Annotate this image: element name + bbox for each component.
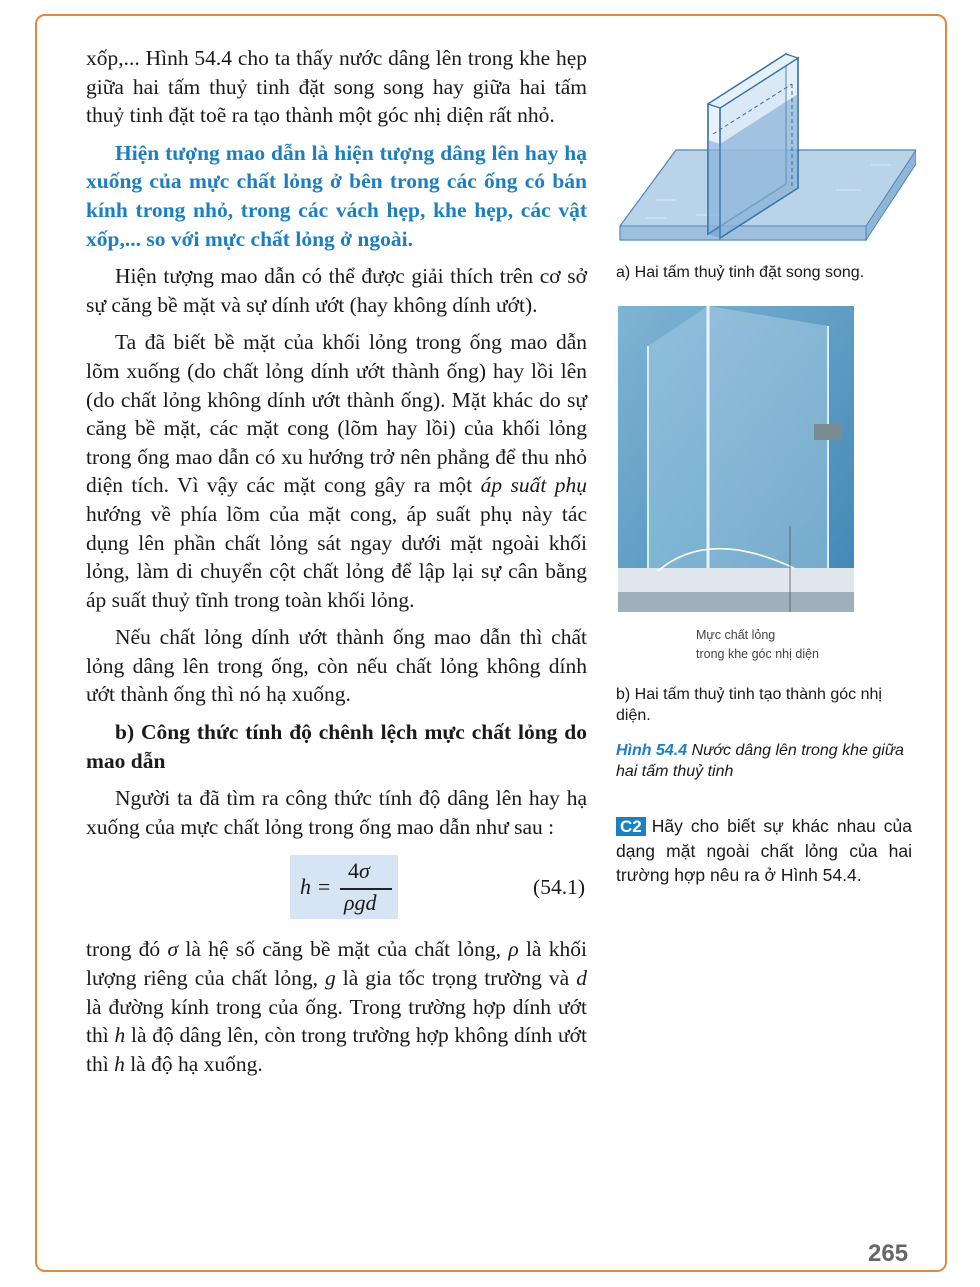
numerator-sigma: σ xyxy=(359,858,370,884)
formula-denominator: ρgd xyxy=(344,890,377,916)
photo-dihedral-plates xyxy=(618,306,854,672)
text-run: là đường kính trong của ống. Trong trường hợp dính ướt thì xyxy=(86,994,587,1048)
term-extra-pressure: áp suất phụ xyxy=(480,473,587,498)
text-run: là hệ số căng bề mặt của chất lỏng, xyxy=(178,937,509,962)
photo-label-line2: trong khe góc nhị diện xyxy=(696,647,820,661)
paragraph-formula-intro: Người ta đã tìm ra công thức tính độ dâng lên hay hạ xuống của mực chất lỏng trong ống mao dẫn như sau : xyxy=(86,786,587,839)
text-run: là độ dâng lên, còn trong trường hợp không dính ướt thì xyxy=(86,1023,587,1076)
symbol-d: d xyxy=(576,966,587,991)
symbol-rho: ρ xyxy=(508,937,519,962)
figure-number: Hình 54.4 xyxy=(616,742,688,759)
paragraph-wetting: Nếu chất lỏng dính ướt thành ống mao dẫn thì chất lỏng dâng lên trong ống, còn nếu chất lỏng không dính ướt thành ống thì nó hạ xuống. xyxy=(86,625,587,707)
numerator-coefficient: 4 xyxy=(348,858,359,884)
formula-box xyxy=(290,855,398,919)
caption-figure-a: a) Hai tấm thuỷ tinh đặt song song. xyxy=(616,264,865,281)
question-badge: C2 xyxy=(616,817,646,836)
text-run: Ta đã biết bề mặt của khối lỏng trong ống mao dẫn lõm xuống (do chất lỏng dính ướt thành ống) hay lồi lên (do chất lỏng không dính ướt thành ống). Mặt khác do sự căng bề mặt, các mặt cong (lõm hay lồi) của khối lỏng trong ống mao dẫn có xu hướng trở nên phẳng để thu nhỏ diện tích. Vì vậy các mặt cong gây ra một xyxy=(86,330,587,498)
page-number: 265 xyxy=(868,1240,909,1267)
caption-figure-b: b) Hai tấm thuỷ tinh tạo thành góc nhị diện. xyxy=(616,686,882,724)
question-c2 xyxy=(616,814,912,888)
text-run: là khối lượng riêng của chất lỏng, xyxy=(86,937,587,991)
section-heading-b: b) Công thức tính độ chênh lệch mực chất lỏng do mao dẫn xyxy=(86,720,587,773)
symbol-h: h xyxy=(114,1023,126,1048)
paragraph-explanation: Hiện tượng mao dẫn có thể được giải thích trên cơ sở sự căng bề mặt và sự dính ướt (hay không dính ướt). xyxy=(86,264,587,317)
text-run: trong đó xyxy=(86,937,168,962)
formula-numerator xyxy=(348,857,370,886)
equation-number: (54.1) xyxy=(533,875,585,900)
figure-parallel-plates xyxy=(616,40,916,250)
main-text-column xyxy=(86,44,587,1087)
photo-label-line1: Mực chất lỏng xyxy=(696,628,776,642)
symbol-sigma: σ xyxy=(167,937,179,962)
text-run: hướng về phía lõm của mặt cong, áp suất phụ này tác dụng lên phần chất lỏng sát ngay dưới mặt ngoài khối lỏng, làm di chuyển cột chất lỏng để lập lại sự cân bằng áp suất thuỷ tĩnh trong toàn khối lỏng. xyxy=(86,501,587,612)
formula-lhs: h = xyxy=(300,874,332,900)
figure-caption xyxy=(616,740,916,782)
symbol-h: h xyxy=(114,1051,125,1076)
formula-row xyxy=(86,855,587,921)
paragraph-symbols xyxy=(86,935,587,1078)
symbol-g: g xyxy=(325,966,336,991)
paragraph-intro: xốp,... Hình 54.4 cho ta thấy nước dâng lên trong khe hẹp giữa hai tấm thuỷ tinh đặt song song hay giữa hai tấm thuỷ tinh đặt toẽ ra tạo thành một góc nhị diện rất nhỏ. xyxy=(86,46,587,128)
figure-title: Nước dâng lên trong khe giữa hai tấm thuỷ tinh xyxy=(616,742,904,780)
paragraph-curved-surface xyxy=(86,328,587,614)
definition-capillarity: Hiện tượng mao dẫn là hiện tượng dâng lên hay hạ xuống của mực chất lỏng ở bên trong các ống có bán kính trong nhỏ, trong các vách hẹp, khe hẹp, các vật xốp,... so với mực chất lỏng ở ngoài. xyxy=(86,140,587,251)
question-text: Hãy cho biết sự khác nhau của dạng mặt ngoài chất lỏng của hai trường hợp nêu ra ở Hình 54.4. xyxy=(616,816,912,885)
text-run: là độ hạ xuống. xyxy=(124,1051,263,1076)
text-run: là gia tốc trọng trường và xyxy=(335,966,577,991)
